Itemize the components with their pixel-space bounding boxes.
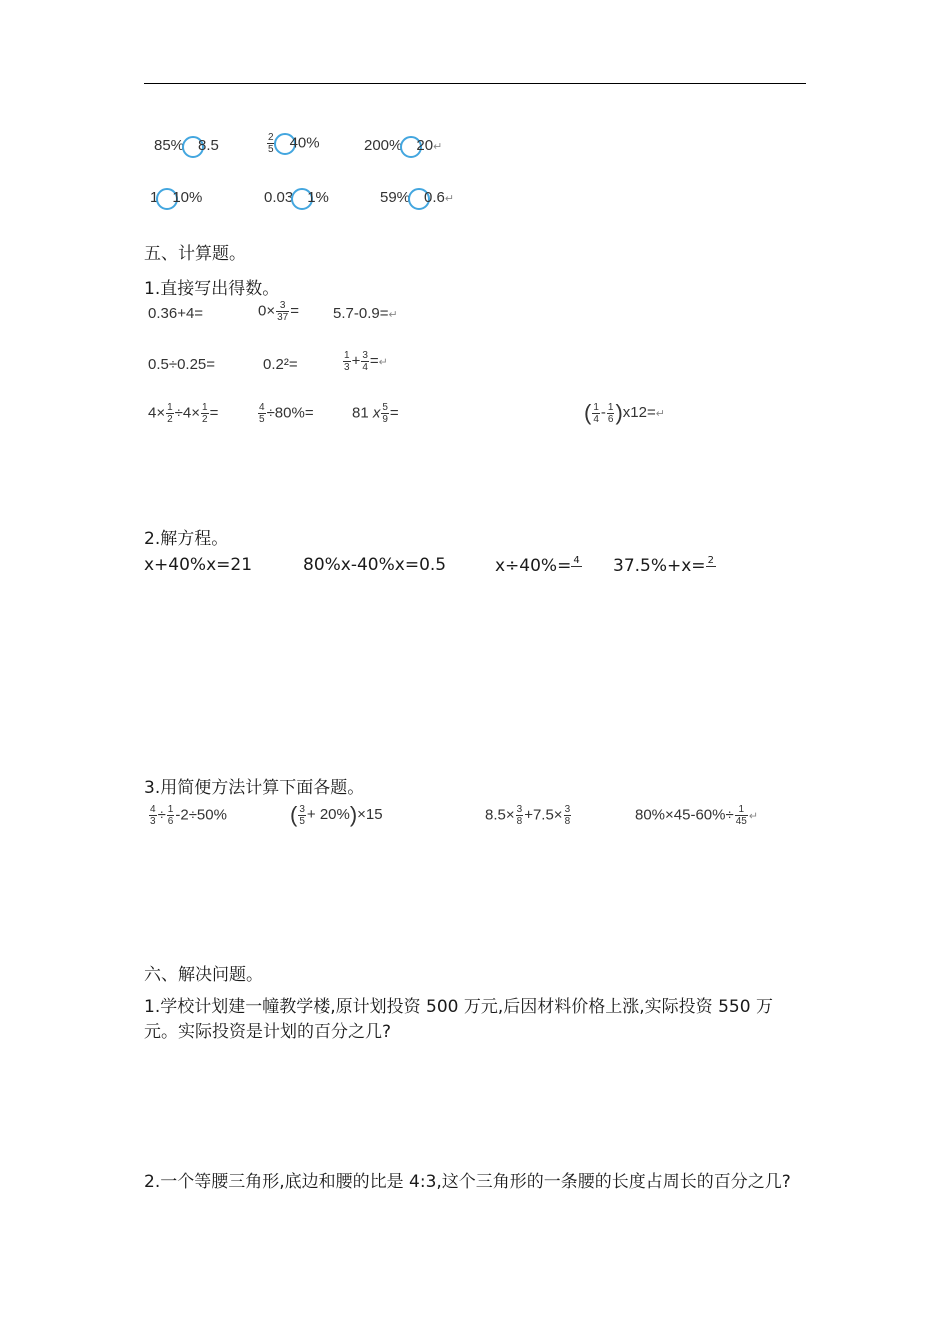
fraction: $\frac{3}{8}$ (516, 804, 523, 827)
compare-left: 200% (364, 137, 403, 154)
oral-item: $\frac{1}{3}$ + $\frac{3}{4}$ =↵ (344, 350, 388, 373)
compare-item (150, 188, 202, 210)
oral-item: 5.7-0.9=↵ (333, 305, 398, 322)
compare-left: 0.03 (264, 189, 294, 206)
simplify-item: 8.5× $\frac{3}{8}$ +7.5× $\frac{3}{8}$ (485, 804, 571, 827)
return-mark: ↵ (388, 309, 398, 321)
return-mark: ↵ (655, 407, 665, 420)
compare-left: 1 (150, 189, 159, 206)
fraction: 2 (707, 555, 714, 566)
compare-left: 59% (380, 189, 411, 206)
equation: x+40%x=21 (144, 555, 253, 575)
oral-item: 0.5÷0.25= (148, 356, 216, 373)
fraction: $\frac{1}{2}$ (202, 402, 208, 425)
fraction: $\frac{1}{3}$ (344, 350, 350, 373)
compare-right: 10% (172, 189, 203, 206)
oral-item: 81 x $\frac{5}{9}$ = (352, 402, 399, 425)
return-mark: ↵ (444, 193, 455, 205)
word-problem-1: 1.学校计划建一幢教学楼,原计划投资 500 万元,后因材料价格上涨,实际投资 550 万元。实际投资是计划的百分之几? (144, 997, 773, 1042)
section-5-title: 五、计算题。 (144, 244, 246, 264)
equation: 37.5%+x= 2 (613, 555, 714, 576)
equation: x÷40%= 4 (495, 555, 580, 576)
return-mark: ↵ (433, 141, 443, 153)
q3-title: 3.用简便方法计算下面各题。 (144, 778, 365, 798)
compare-right: 20 (416, 137, 434, 154)
return-mark: ↵ (378, 356, 388, 369)
fraction: $\frac{1}{4}$ (593, 401, 599, 425)
q2-title: 2.解方程。 (144, 529, 229, 549)
compare-right: 1% (307, 189, 329, 206)
compare-right: 40% (289, 134, 320, 152)
fraction: $\frac{3}{5}$ (299, 803, 305, 827)
oral-item: 0.2²= (263, 356, 298, 373)
compare-item (266, 132, 320, 155)
simplify-item: 80%×45-60%÷ $\frac{1}{45}$ ↵ (635, 804, 759, 827)
oral-item: 0× $\frac{3}{37}$ = (258, 300, 299, 323)
compare-right: 0.6 (424, 189, 445, 206)
return-mark: ↵ (748, 810, 759, 823)
fraction: $\frac{5}{9}$ (382, 402, 388, 425)
fraction: $\frac{1}{2}$ (167, 402, 173, 425)
compare-item (264, 188, 329, 210)
compare-right: 8.5 (198, 137, 219, 154)
oral-item: 4× $\frac{1}{2}$ ÷4× $\frac{1}{2}$ = (148, 402, 219, 425)
oral-item: 0.36+4= (148, 305, 204, 322)
q1-title: 1.直接写出得数。 (144, 279, 280, 299)
header-rule (144, 83, 806, 84)
oral-item: ( $\frac{1}{4}$ - $\frac{1}{6}$ )x12=↵ (584, 400, 665, 425)
fraction: 4 (573, 555, 580, 566)
fraction: $\frac{1}{45}$ (735, 804, 747, 827)
compare-item (364, 136, 442, 158)
simplify-item: $\frac{4}{3}$ ÷ $\frac{1}{6}$ -2÷50% (150, 804, 227, 827)
fraction: $\frac{2}{5}$ (268, 132, 274, 155)
fraction: $\frac{1}{6}$ (167, 804, 174, 827)
fraction: $\frac{3}{8}$ (564, 804, 571, 827)
section-6-title: 六、解决问题。 (144, 965, 263, 985)
fraction: $\frac{4}{3}$ (150, 804, 156, 827)
simplify-item: ( $\frac{3}{5}$ + 20%)×15 (290, 802, 383, 827)
fraction: $\frac{3}{37}$ (277, 300, 289, 323)
compare-item (154, 136, 219, 158)
fraction: $\frac{1}{6}$ (607, 401, 614, 425)
equation: 80%x-40%x=0.5 (303, 555, 447, 575)
fraction: $\frac{3}{4}$ (362, 350, 368, 373)
word-problem-2: 2.一个等腰三角形,底边和腰的比是 4:3,这个三角形的一条腰的长度占周长的百分之几? (144, 1172, 791, 1192)
oral-item: $\frac{4}{5}$ ÷80%= (259, 402, 314, 425)
compare-item (380, 188, 454, 210)
compare-left: 85% (154, 137, 185, 154)
fraction: $\frac{4}{5}$ (259, 402, 265, 425)
